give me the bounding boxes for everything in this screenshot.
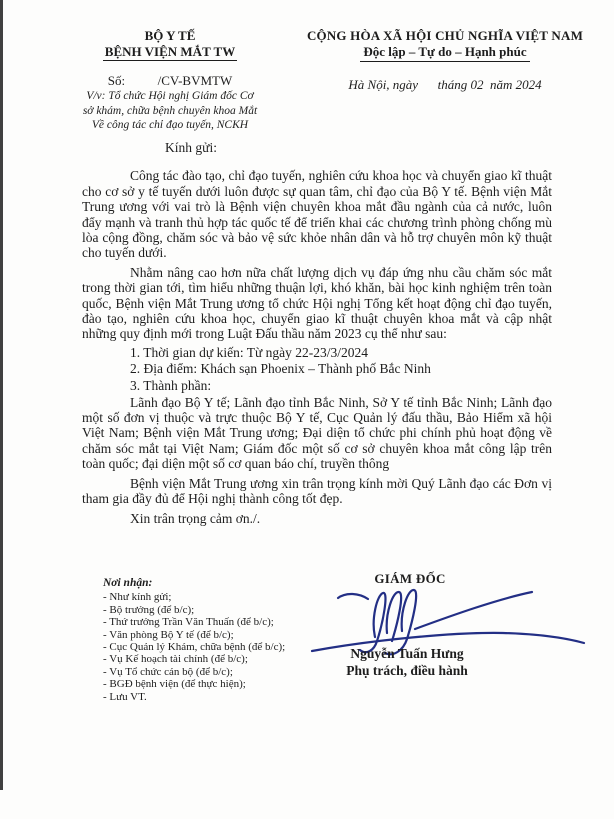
recipient-item: - Vụ Tổ chức cán bộ (để b/c); [103, 665, 233, 678]
national-heading-block [288, 28, 602, 93]
recipient-item: - BGĐ bệnh viện (để thực hiện); [103, 678, 246, 691]
list-item: 1. Thời gian dự kiến: Từ ngày 22-23/3/2024 [130, 344, 369, 360]
recipient-item: - Cục Quản lý Khám, chữa bệnh (để b/c); [103, 641, 286, 654]
signer-role: Phụ trách, điều hành [346, 662, 468, 678]
recipient-item: - Bộ trưởng (để b/c); [103, 603, 195, 616]
paragraph: Bệnh viện Mắt Trung ương xin trân trọng kính mời Quý Lãnh đạo các Đơn vị tham gia đầy đủ để Hội nghị thành công tốt đẹp. [82, 475, 552, 507]
recipients-title: Nơi nhận: [103, 577, 153, 589]
recipient-item: - Lưu VT. [103, 690, 147, 703]
recipient-item: - Văn phòng Bộ Y tế (để b/c); [103, 628, 234, 641]
paragraph: Công tác đào tạo, chỉ đạo tuyến, nghiên cứu khoa học và chuyển giao kĩ thuật cho cơ sở y tế tuyến dưới luôn được sự quan tâm, chỉ đạo của Bộ Y tế. Bệnh viện Mắt Trung ương với vai trò là Bệnh viện chuyên khoa mắt đầu ngành của cả nước, luôn đẩy mạnh và tranh thủ hợp tác quốc tế để triển khai các chương trình phòng chống mù lòa cộng đồng, chăm sóc và bảo vệ sức khỏe nhân dân và hỗ trợ chuyên môn kỹ thuật cho tuyến dưới. [82, 168, 552, 261]
list-item: 3. Thành phần: [130, 378, 212, 394]
org-name: BỆNH VIỆN MẮT TW [104, 44, 236, 59]
signer-name: Nguyễn Tuấn Hưng [350, 646, 464, 661]
issuer-block [52, 28, 288, 133]
document-body [82, 140, 552, 526]
subject-line-3: Về công tác chỉ đạo tuyến, NCKH [91, 119, 249, 132]
subject-line-1: V/v: Tổ chức Hội nghị Giám đốc Cơ [86, 90, 254, 102]
paragraph: Lãnh đạo Bộ Y tế; Lãnh đạo tỉnh Bắc Ninh, Sở Y tế tỉnh Bắc Ninh; Lãnh đạo một số đơn vị thuộc và trực thuộc Bộ Y tế, Cục Quản lý đấu thầu, Bảo Hiểm xã hội Việt Nam; Bệnh viện Mắt Trung ương; Đại diện tổ chức phi chính phủ hoạt động về chăm sóc mắt tại Việt Nam; Giám đốc một số cơ sở chuyên khoa mắt công lập trên toàn quốc; đại diện một số cơ quan báo chí, truyền thông [82, 394, 552, 472]
paragraph: Nhằm nâng cao hơn nữa chất lượng dịch vụ đáp ứng nhu cầu chăm sóc mắt trong thời gian tới, tìm hiểu những thuận lợi, khó khăn, bài học kinh nghiệm trên toàn quốc, Bệnh viện Mắt Trung ương tổ chức Hội nghị Tổng kết hoạt động chỉ đạo tuyến, đào tạo, nghiên cứu khoa học, chuyển giao kĩ thuật chuyên khoa mắt và cập nhật những quy định mới trong Luật Đấu thầu năm 2023 cụ thể như sau: [82, 264, 552, 342]
signature-strokes [312, 590, 584, 654]
scan-edge-artifact [0, 0, 3, 790]
closing-line: Xin trân trọng cảm ơn./. [130, 510, 261, 526]
place-date-line: Hà Nội, ngày tháng 02 năm 2024 [348, 77, 542, 92]
document-number: Số: /CV-BVMTW [107, 73, 233, 88]
recipient-item: - Thứ trưởng Trần Văn Thuấn (để b/c); [103, 616, 274, 629]
recipient-item: - Vụ Kế hoạch tài chính (để b/c); [103, 653, 248, 666]
parent-org-name: BỘ Y TẾ [144, 28, 196, 43]
recipients-block [103, 577, 285, 703]
signer-title: GIÁM ĐỐC [374, 571, 446, 586]
numbered-list [82, 345, 552, 395]
recipient-item: - Như kính gửi; [103, 591, 172, 604]
list-item: 2. Địa điểm: Khách sạn Phoenix – Thành phố Bắc Ninh [130, 361, 431, 377]
salutation: Kính gửi: [165, 140, 217, 155]
national-motto: Độc lập – Tự do – Hạnh phúc [360, 44, 529, 62]
subject-line-2: sở khám, chữa bệnh chuyên khoa Mắt [82, 104, 258, 117]
national-title: CỘNG HÒA XÃ HỘI CHỦ NGHĨA VIỆT NAM [306, 28, 584, 43]
signer-identity [318, 646, 496, 679]
